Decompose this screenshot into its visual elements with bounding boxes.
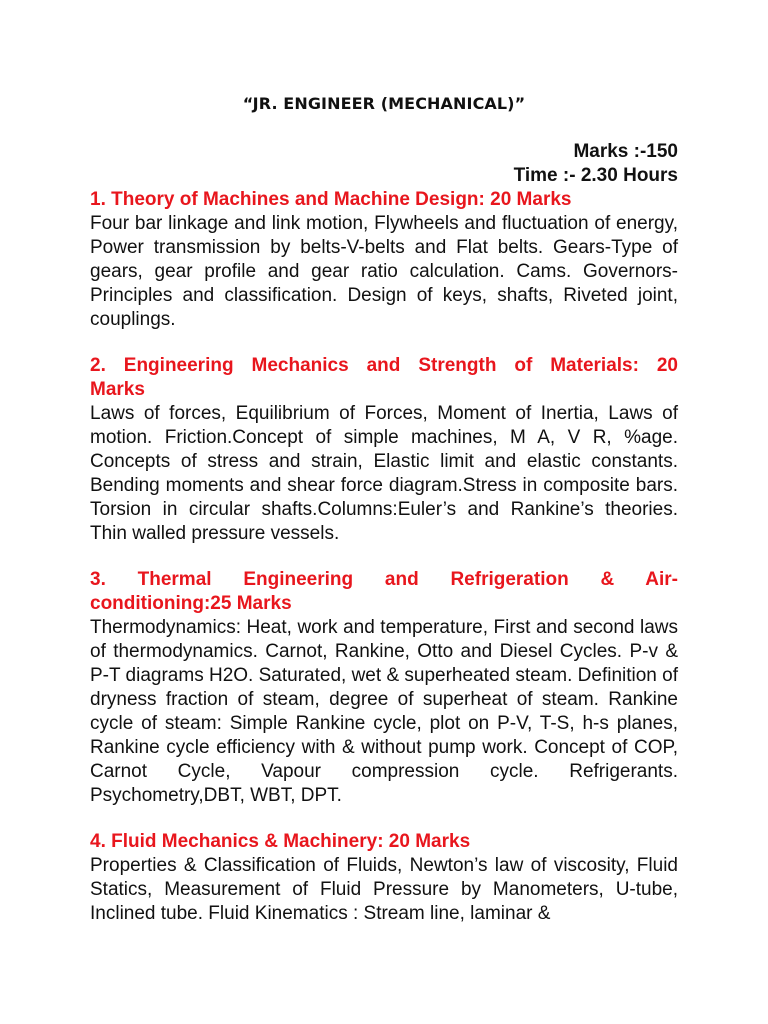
section-theory-of-machines bbox=[90, 188, 678, 332]
section-heading-line1: 3. Thermal Engineering and Refrigeration & Air- bbox=[90, 569, 678, 590]
syllabus-content bbox=[90, 188, 678, 926]
section-heading-line2: Marks bbox=[90, 379, 145, 400]
section-heading: 4. Fluid Mechanics & Machinery: 20 Marks bbox=[90, 831, 471, 852]
section-thermal-engineering bbox=[90, 568, 678, 808]
document-title: “JR. ENGINEER (MECHANICAL)” bbox=[242, 94, 526, 113]
section-fluid-mechanics bbox=[90, 830, 678, 926]
section-heading-line1: 2. Engineering Mechanics and Strength of Materials: 20 bbox=[90, 355, 678, 376]
section-engineering-mechanics bbox=[90, 354, 678, 546]
exam-meta bbox=[90, 140, 678, 188]
section-heading-line2: conditioning:25 Marks bbox=[90, 593, 292, 614]
section-body: Laws of forces, Equilibrium of Forces, Moment of Inertia, Laws of motion. Friction.Concept of simple machines, M A, V R, %age. Concepts of stress and strain, Elastic limit and elastic constants. Bending moments and shear force diagram.Stress in composite bars. Torsion in circular shafts.Columns:Euler’s and Rankine’s theories. Thin walled pressure vessels. bbox=[90, 403, 678, 544]
section-heading bbox=[90, 354, 678, 402]
section-body: Properties & Classification of Fluids, Newton’s law of viscosity, Fluid Statics, Measurement of Fluid Pressure by Manometers, U-tube, Inclined tube. Fluid Kinematics : Stream line, laminar & bbox=[90, 855, 678, 924]
section-body: Four bar linkage and link motion, Flywheels and fluctuation of energy, Power transmission by belts-V-belts and Flat belts. Gears-Type of gears, gear profile and gear ratio calculation. Cams. Governors-Principles and classification. Design of keys, shafts, Riveted joint, couplings. bbox=[90, 213, 678, 330]
marks-label: Marks :-150 bbox=[573, 141, 678, 162]
section-heading bbox=[90, 568, 678, 616]
section-body: Thermodynamics: Heat, work and temperature, First and second laws of thermodynamics. Carnot, Rankine, Otto and Diesel Cycles. P-v & P-T diagrams H2O. Saturated, wet & superheated steam. Definition of dryness fraction of steam, degree of superheat of steam. Rankine cycle of steam: Simple Rankine cycle, plot on P-V, T-S, h-s planes, Rankine cycle efficiency with & without pump work. Concept of COP, Carnot Cycle, Vapour compression cycle. Refrigerants. Psychometry,DBT, WBT, DPT. bbox=[90, 617, 678, 806]
section-heading: 1. Theory of Machines and Machine Design: 20 Marks bbox=[90, 189, 572, 210]
time-label: Time :- 2.30 Hours bbox=[513, 165, 678, 186]
